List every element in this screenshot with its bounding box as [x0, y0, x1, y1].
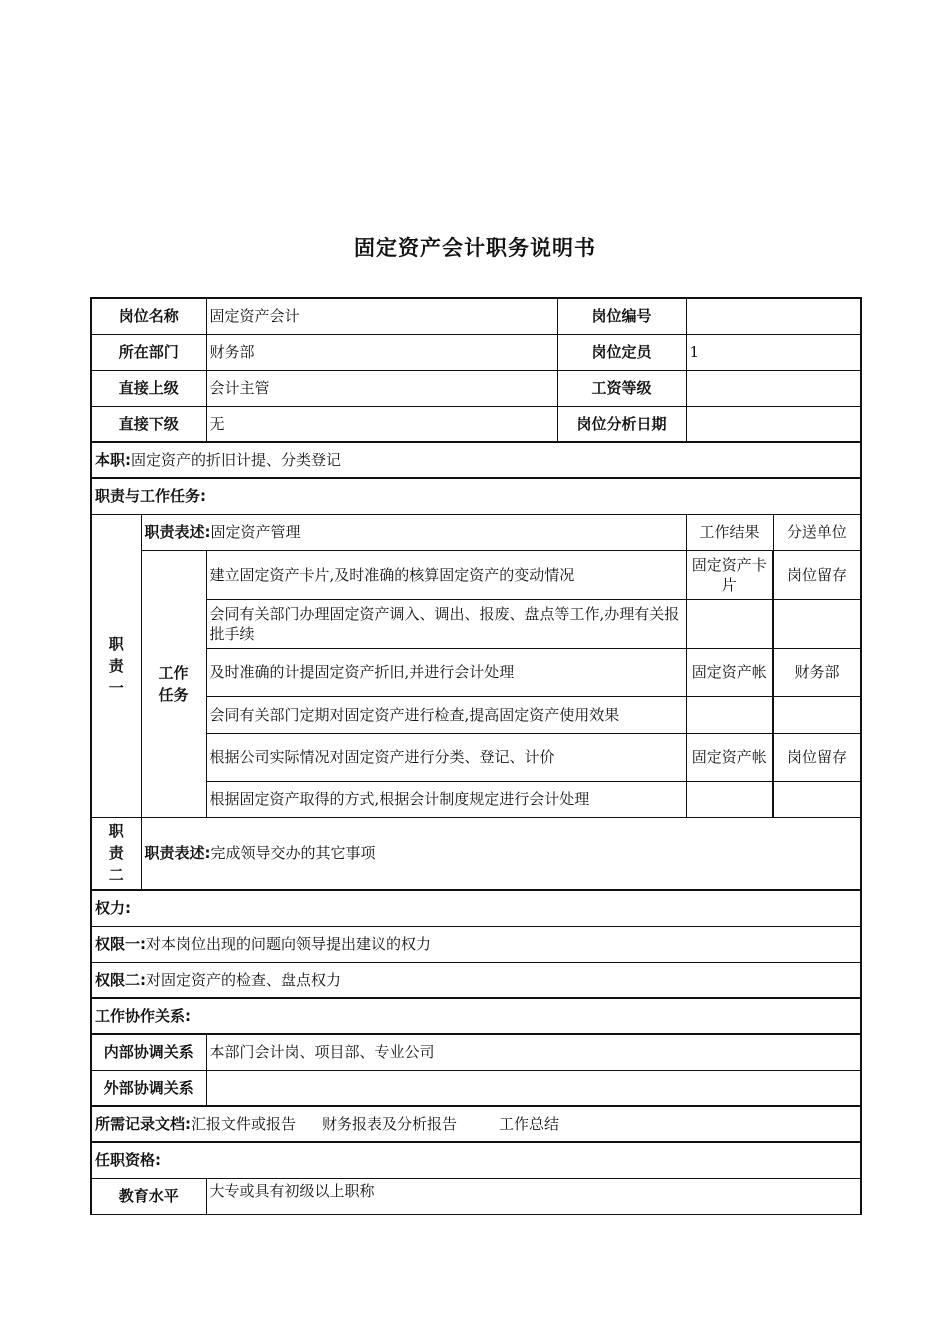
position-no-label: 岗位编号 [557, 298, 686, 334]
core-duty-row [91, 442, 861, 478]
task-row: 建立固定资产卡片,及时准确的核算固定资产的变动情况 [206, 550, 686, 599]
department-value: 财务部 [206, 334, 557, 370]
task-destination: 岗位留存 [773, 550, 861, 599]
task-row: 会同有关部门定期对固定资产进行检查,提高固定资产使用效果 [206, 696, 686, 733]
task-row: 及时准确的计提固定资产折旧,并进行会计处理 [206, 648, 686, 696]
analysis-date-value [686, 406, 861, 442]
task-destination [773, 696, 861, 733]
task-result: 固定资产帐 [686, 648, 773, 696]
education-label: 教育水平 [91, 1178, 206, 1214]
task-result [686, 599, 773, 648]
duty-one-desc-label: 职责表述: [144, 523, 211, 541]
duty-one-label: 职 责 一 [91, 514, 141, 817]
authority-heading: 权力: [91, 890, 861, 926]
page-title: 固定资产会计职务说明书 [354, 236, 596, 260]
work-task-label: 工作 任务 [141, 550, 206, 817]
education-value: 大专或具有初级以上职称 [206, 1178, 861, 1214]
task-result [686, 781, 773, 817]
core-duty-value: 固定资产的折旧计提、分类登记 [131, 451, 342, 469]
duties-heading: 职责与工作任务: [91, 478, 861, 514]
records-item: 工作总结 [499, 1115, 560, 1133]
superior-value: 会计主管 [206, 370, 557, 406]
duty-two-description [141, 817, 861, 890]
internal-relations-label: 内部协调关系 [91, 1034, 206, 1070]
superior-label: 直接上级 [91, 370, 206, 406]
headcount-value: 1 [686, 334, 861, 370]
task-result: 固定资产帐 [686, 733, 773, 781]
duty-one-description [141, 514, 686, 550]
headcount-label: 岗位定员 [557, 334, 686, 370]
internal-relations-value: 本部门会计岗、项目部、专业公司 [206, 1034, 861, 1070]
task-result [686, 696, 773, 733]
position-name-value: 固定资产会计 [206, 298, 557, 334]
task-destination [773, 781, 861, 817]
job-description-table [90, 297, 860, 1215]
salary-grade-label: 工资等级 [557, 370, 686, 406]
duty-two-desc-value: 完成领导交办的其它事项 [210, 844, 376, 863]
position-no-value [686, 298, 861, 334]
relations-heading: 工作协作关系: [91, 998, 861, 1034]
distribution-header: 分送单位 [773, 514, 861, 550]
records-item: 财务报表及分析报告 [322, 1115, 458, 1133]
department-label: 所在部门 [91, 334, 206, 370]
analysis-date-label: 岗位分析日期 [557, 406, 686, 442]
external-relations-label: 外部协调关系 [91, 1070, 206, 1106]
authority-item: 权限一:对本岗位出现的问题向领导提出建议的权力 [91, 926, 861, 962]
work-result-header: 工作结果 [686, 514, 773, 550]
records-label: 所需记录文档: [95, 1115, 191, 1133]
subordinate-value: 无 [206, 406, 557, 442]
task-result: 固定资产卡片 [686, 550, 773, 599]
duty-two-label: 职 责 二 [91, 817, 141, 890]
task-destination: 岗位留存 [773, 733, 861, 781]
task-row: 根据公司实际情况对固定资产进行分类、登记、计价 [206, 733, 686, 781]
task-row: 根据固定资产取得的方式,根据会计制度规定进行会计处理 [206, 781, 686, 817]
duty-two-desc-label: 职责表述: [144, 844, 211, 863]
duty-one-desc-value: 固定资产管理 [210, 523, 301, 541]
task-destination: 财务部 [773, 648, 861, 696]
task-destination [773, 599, 861, 648]
external-relations-value [206, 1070, 861, 1106]
records-item: 汇报文件或报告 [191, 1115, 297, 1133]
core-duty-label: 本职: [95, 451, 131, 469]
salary-grade-value [686, 370, 861, 406]
task-row: 会同有关部门办理固定资产调入、调出、报废、盘点等工作,办理有关报批手续 [206, 599, 686, 648]
qualification-heading: 任职资格: [91, 1142, 861, 1178]
records-row [91, 1106, 861, 1142]
authority-item: 权限二:对固定资产的检查、盘点权力 [91, 962, 861, 998]
subordinate-label: 直接下级 [91, 406, 206, 442]
position-name-label: 岗位名称 [91, 298, 206, 334]
